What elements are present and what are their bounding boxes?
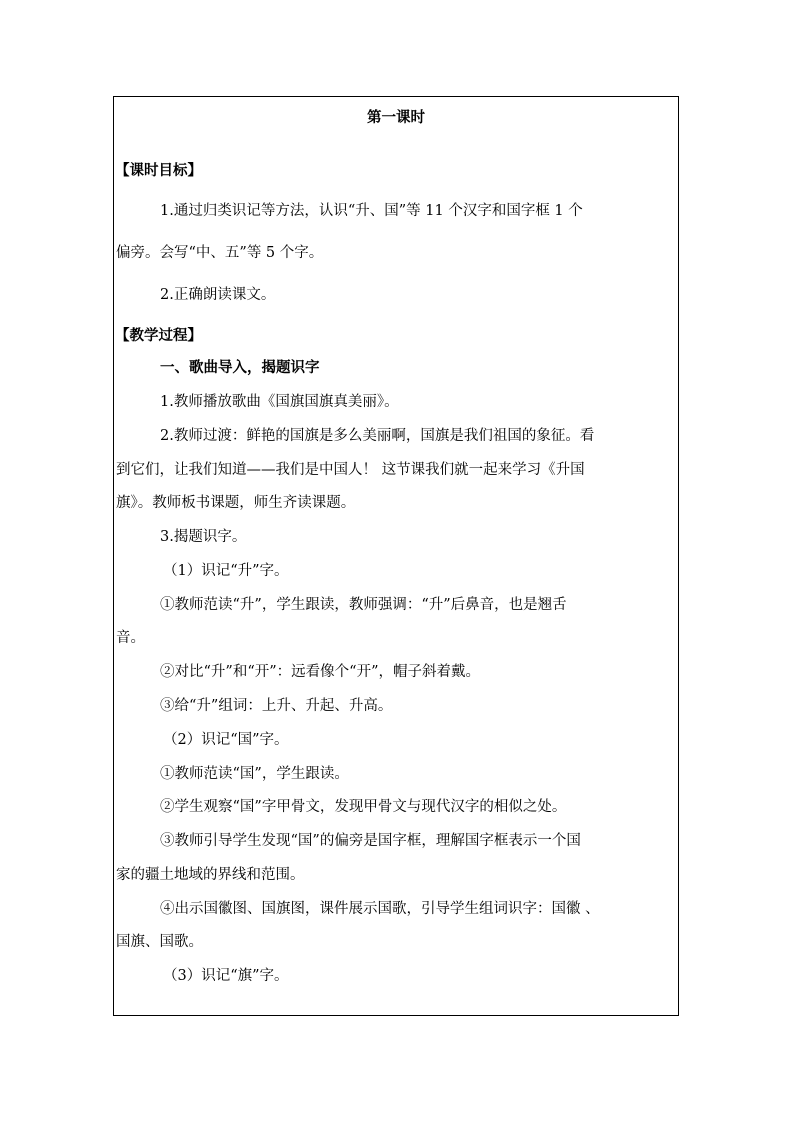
objective-2: 2.正确朗读课文。: [160, 287, 276, 303]
process-sub-2-d-line-1: ④出示国徽图、国旗图，课件展示国歌，引导学生组词识字：国徽 、: [160, 901, 600, 917]
process-sub-2-b: ②学生观察“国”字甲骨文，发现甲骨文与现代汉字的相似之处。: [160, 799, 567, 815]
process-heading: 【教学过程】: [115, 327, 202, 344]
process-step-2-line-3: 旗》。教师板书课题，师生齐读课题。: [116, 495, 356, 511]
process-step-3: 3.揭题识字。: [160, 529, 247, 545]
process-sub-2: （2）识记“国”字。: [163, 732, 289, 748]
process-step-1: 1.教师播放歌曲《国旗国旗真美丽》。: [160, 394, 399, 410]
process-sub-1-a-line-2: 音。: [116, 630, 145, 646]
process-sub-2-c-line-2: 家的疆土地域的界线和范围。: [116, 867, 305, 883]
objective-1-line-2: 偏旁。会写“中、五”等 5 个字。: [116, 245, 324, 261]
process-sub-2-d-line-2: 国旗、国歌。: [116, 934, 203, 950]
process-sub-1-c: ③给“升”组词：上升、升起、升高。: [160, 698, 393, 714]
process-sub-1-a-line-1: ①教师范读“升”，学生跟读，教师强调：“升”后鼻音，也是翘舌: [160, 597, 567, 613]
process-step-2-line-2: 到它们，让我们知道——我们是中国人！ 这节课我们就一起来学习《升国: [116, 462, 585, 478]
page-title: 第一课时: [367, 109, 425, 126]
objective-1-line-1: 1.通过归类识记等方法，认识“升、国”等 11 个汉字和国字框 1 个: [160, 203, 583, 219]
process-sub-1: （1）识记“升”字。: [163, 563, 289, 579]
process-sub-1-b: ②对比“升”和“开”：远看像个“开”，帽子斜着戴。: [160, 664, 480, 680]
process-part-1: 一、歌曲导入，揭题识字: [160, 359, 320, 376]
process-step-2-line-1: 2.教师过渡：鲜艳的国旗是多么美丽啊，国旗是我们祖国的象征。看: [160, 428, 595, 444]
process-sub-3: （3）识记“旗”字。: [163, 968, 289, 984]
process-sub-2-c-line-1: ③教师引导学生发现“国”的偏旁是国字框，理解国字框表示一个国: [160, 833, 581, 849]
process-sub-2-a: ①教师范读“国”，学生跟读。: [160, 766, 349, 782]
objectives-heading: 【课时目标】: [115, 162, 202, 179]
